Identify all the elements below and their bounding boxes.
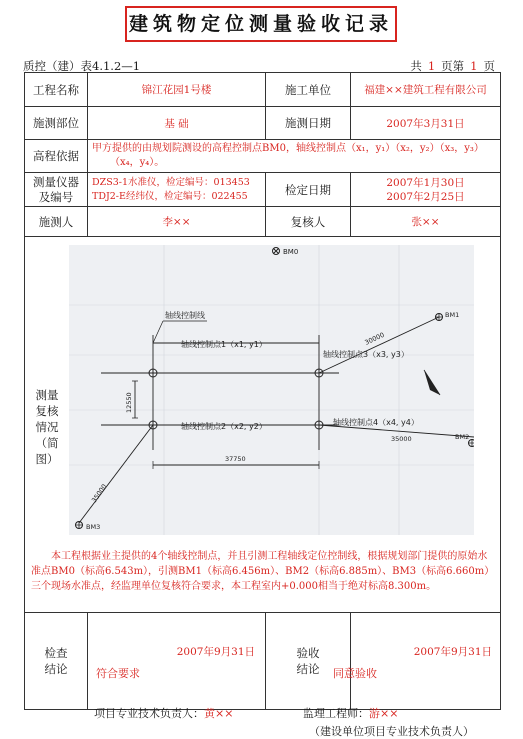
page-total: 1 <box>427 59 436 73</box>
point4-label: 轴线控制点4（x4, y4） <box>333 418 419 427</box>
date-label: 施测日期 <box>266 107 351 140</box>
accept-person-line <box>303 705 398 721</box>
check-label-line-1: 检查 <box>44 646 68 660</box>
calibration-value <box>351 173 501 207</box>
elevation-value <box>88 140 501 173</box>
project-name-value: 锦江花园1号楼 <box>88 73 266 107</box>
dim-horizontal: 37750 <box>225 455 246 463</box>
check-label-line-2: 结论 <box>44 662 68 676</box>
point1-label: 轴线控制点1（x1, y1） <box>181 340 267 349</box>
location-value: 基 础 <box>88 107 266 140</box>
instrument-label <box>25 173 88 207</box>
record-table <box>24 72 501 738</box>
check-result: 符合要求 <box>96 667 140 680</box>
check-date: 2007年9月31日 <box>176 646 255 658</box>
reviewer-label: 复核人 <box>266 207 351 237</box>
accept-date: 2007年9月31日 <box>413 646 492 658</box>
page-current: 1 <box>470 59 478 73</box>
point3-label: 轴线控制点3（x3, y3） <box>323 350 409 359</box>
accept-label-line-2: 结论 <box>296 662 320 676</box>
calibration-2: 2007年2月25日 <box>386 190 465 203</box>
surveyor-value: 李×× <box>88 207 266 237</box>
page-current-prefix: 页第 <box>441 59 465 73</box>
point2-label: 轴线控制点2（x2, y2） <box>181 422 267 431</box>
accept-label <box>266 613 351 710</box>
review-label-5: 图） <box>35 452 59 466</box>
dim-bm2: 35000 <box>391 435 412 443</box>
check-conclusion <box>88 613 266 720</box>
instrument-label-line-2: 及编号 <box>38 189 74 204</box>
survey-diagram <box>69 245 474 535</box>
accept-person-note: （建设单位项目专业技术负责人） <box>309 725 474 738</box>
date-value: 2007年3月31日 <box>351 107 501 140</box>
elevation-line-1: 甲方提供的由规划院测设的高程控制点BM0，轴线控制点（x₁，y₁）（x₂，y₂）（x₃，y₃） <box>92 143 484 154</box>
diagram-background <box>69 245 474 535</box>
check-person-label: 项目专业技术负责人： <box>94 707 204 720</box>
check-person: 黄×× <box>204 707 234 720</box>
check-label <box>25 613 88 710</box>
axis-line-label: 轴线控制线 <box>165 311 205 320</box>
dim-bm1: 30000 <box>363 330 386 347</box>
instrument-label-line-1: 测量仪器 <box>33 174 79 189</box>
review-label-2: 复核 <box>35 404 59 418</box>
review-description: 本工程根据业主提供的4个轴线控制点，并且引测工程轴线定位控制线，根据规划部门提供的原始水准点BM0（标高6.543m），引测BM1（标高6.456m）、BM2（标高6.885m）、BM3（标高6.660m）三个现场水准点，经监理单位复核符合要求，本工程室内+0.000相当于绝对标高8.300m。 <box>31 551 495 592</box>
form-code: 质控（建）表4.1.2—1 <box>23 59 141 73</box>
dim-bm3: 35000 <box>90 482 109 505</box>
elevation-line-2: （x₄，y₄）。 <box>110 157 165 168</box>
reviewer-value: 张×× <box>351 207 501 237</box>
bm1-label: BM1 <box>445 311 460 319</box>
contractor-value: 福建××建筑工程有限公司 <box>351 73 501 107</box>
review-label-1: 测量 <box>35 388 59 402</box>
accept-result: 同意验收 <box>333 667 377 680</box>
review-label-4: （简 <box>35 436 59 450</box>
review-label <box>25 387 69 467</box>
calibration-1: 2007年1月30日 <box>386 176 465 189</box>
bm2-label: BM2 <box>455 433 470 441</box>
elevation-label: 高程依据 <box>25 140 88 173</box>
instrument-1: DZS3-1水准仪，检定编号：013453 <box>92 176 250 188</box>
accept-label-line-1: 验收 <box>296 646 320 660</box>
instrument-value <box>88 173 266 207</box>
bm3-label: BM3 <box>86 523 101 531</box>
check-person-line <box>94 705 233 721</box>
dim-vertical: 12550 <box>125 392 133 413</box>
accept-person: 游×× <box>369 707 399 720</box>
contractor-label: 施工单位 <box>266 73 351 107</box>
page-total-prefix: 共 <box>410 59 422 73</box>
project-name-label: 工程名称 <box>25 73 88 107</box>
bm0-label: BM0 <box>283 248 299 256</box>
review-label-3: 情况 <box>35 420 59 434</box>
location-label: 施测部位 <box>25 107 88 140</box>
page-suffix: 页 <box>483 59 495 73</box>
page-title: 建筑物定位测量验收记录 <box>125 6 397 42</box>
surveyor-label: 施测人 <box>25 207 88 237</box>
accept-person-label: 监理工程师： <box>303 707 369 720</box>
instrument-2: TDJ2-E经纬仪，检定编号：022455 <box>92 190 248 202</box>
review-section <box>25 237 501 613</box>
calibration-label: 检定日期 <box>266 173 351 207</box>
